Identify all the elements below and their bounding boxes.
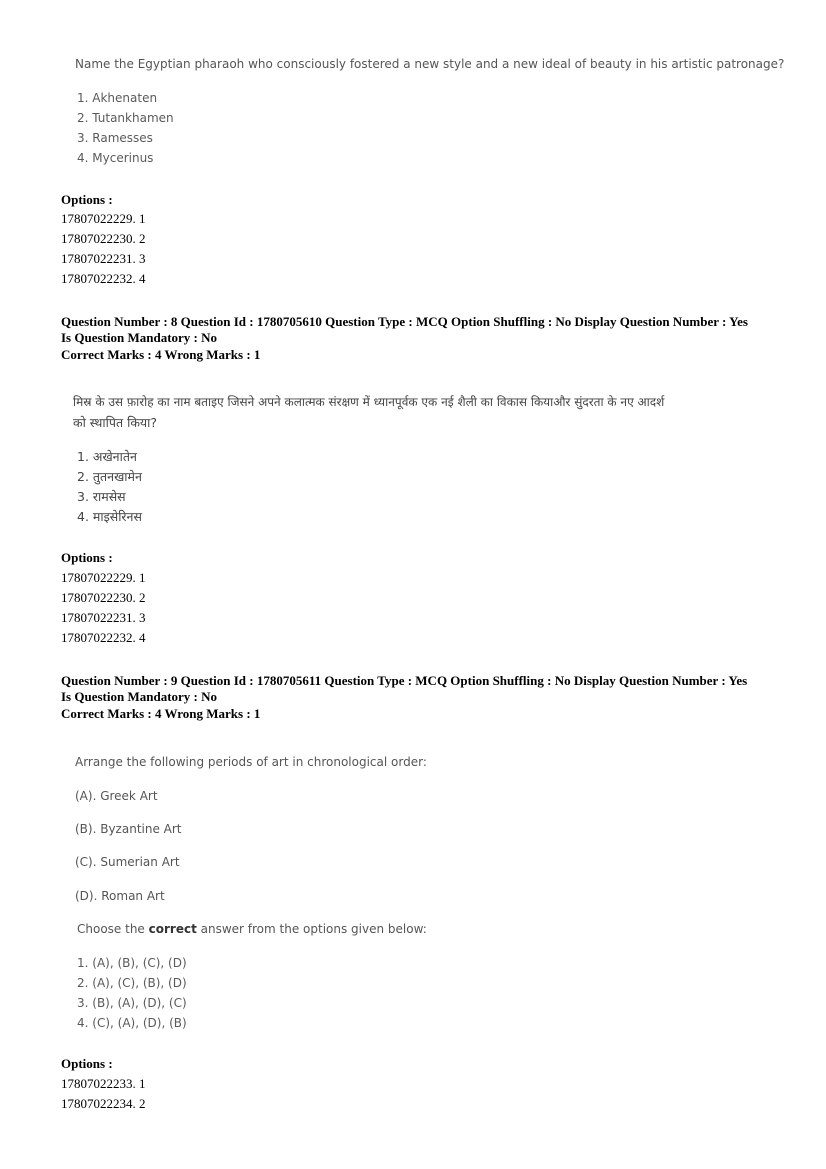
q9-instruction-suffix: answer from the options given below: (196, 922, 427, 936)
q8-question-hindi-line-1: मिस्र के उस फ़ारोह का नाम बताइए जिसने अपने कलात्मक संरक्षण में ध्यानपूर्वक एक नई शैली का विकास कियाऔर सुंदरता के नए आदर्श (73, 395, 665, 409)
q9-meta-line-2: Is Question Mandatory : No (61, 689, 218, 704)
q9-item-d: (D). Roman Art (75, 889, 165, 903)
q7-option-3: 17807022231. 3 (61, 251, 146, 266)
q9-choice-2: 2. (A), (C), (B), (D) (77, 976, 187, 990)
q7-choice-2: 2. Tutankhamen (77, 111, 174, 125)
q9-instruction-bold: correct (148, 922, 197, 936)
q7-choice-3: 3. Ramesses (77, 131, 153, 145)
q8-meta-line-1: Question Number : 8 Question Id : 1780705610 Question Type : MCQ Option Shuffling : No Display Question Number : Yes (61, 314, 748, 329)
q9-item-b: (B). Byzantine Art (75, 822, 182, 836)
q9-option-2: 17807022234. 2 (61, 1096, 146, 1111)
q7-question-text: Name the Egyptian pharaoh who consciously fostered a new style and a new ideal of beauty in his artistic patronage? (75, 57, 785, 71)
q9-choice-3: 3. (B), (A), (D), (C) (77, 996, 187, 1010)
q9-choice-1: 1. (A), (B), (C), (D) (77, 956, 187, 970)
q8-choice-2: 2. तुतनखामेन (77, 469, 142, 484)
q8-option-4: 17807022232. 4 (61, 630, 146, 645)
q7-option-4: 17807022232. 4 (61, 271, 146, 286)
q7-options-label: Options : (61, 192, 113, 207)
q8-question-hindi-line-2: को स्थापित किया? (73, 415, 158, 430)
q9-options-label: Options : (61, 1056, 113, 1071)
q9-option-1: 17807022233. 1 (61, 1076, 146, 1091)
q7-choice-1: 1. Akhenaten (77, 91, 158, 105)
q9-item-c: (C). Sumerian Art (75, 855, 180, 869)
q8-meta-line-2: Is Question Mandatory : No (61, 330, 218, 345)
q7-option-2: 17807022230. 2 (61, 231, 146, 246)
q9-choice-4: 4. (C), (A), (D), (B) (77, 1016, 187, 1030)
q8-option-1: 17807022229. 1 (61, 570, 146, 585)
q8-choice-4: 4. माइसेरिनस (77, 509, 142, 524)
q8-choice-3: 3. रामसेस (77, 489, 126, 504)
q9-meta-line-3: Correct Marks : 4 Wrong Marks : 1 (61, 706, 261, 721)
q9-meta-line-1: Question Number : 9 Question Id : 1780705611 Question Type : MCQ Option Shuffling : No Display Question Number : Yes (61, 673, 748, 688)
q9-question-text: Arrange the following periods of art in chronological order: (75, 755, 427, 769)
q8-options-label: Options : (61, 550, 113, 565)
q9-instruction-prefix: Choose the (77, 922, 149, 936)
q8-meta-line-3: Correct Marks : 4 Wrong Marks : 1 (61, 347, 261, 362)
q8-choice-1: 1. अखेनातेन (77, 449, 137, 464)
q8-option-3: 17807022231. 3 (61, 610, 146, 625)
q8-option-2: 17807022230. 2 (61, 590, 146, 605)
q9-item-a: (A). Greek Art (75, 789, 158, 803)
q7-option-1: 17807022229. 1 (61, 211, 146, 226)
q9-instruction (77, 922, 427, 936)
q7-choice-4: 4. Mycerinus (77, 151, 154, 165)
